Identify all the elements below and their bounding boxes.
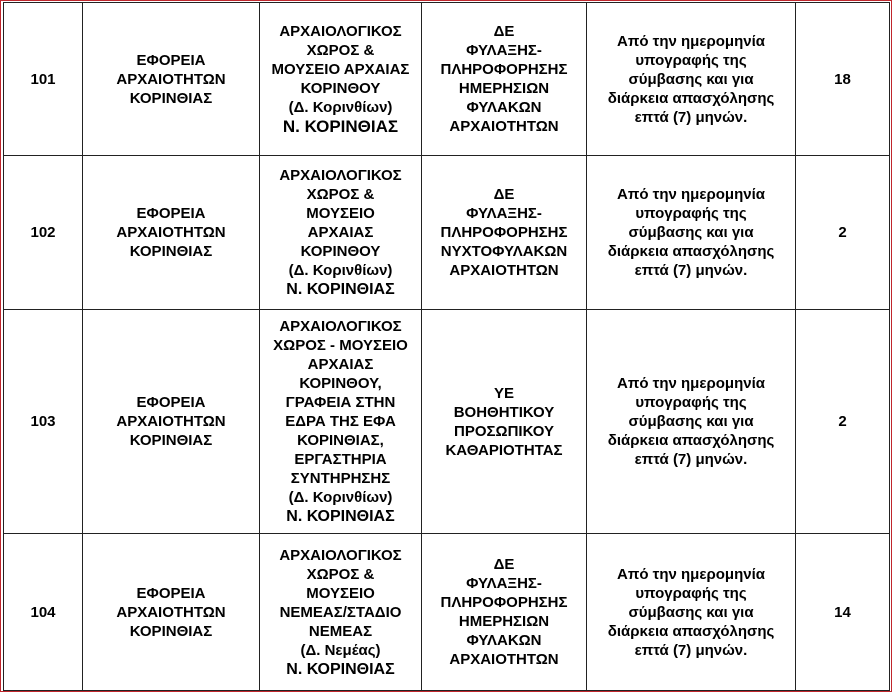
table-row: [4, 310, 890, 534]
site-cell: [260, 3, 422, 156]
duration-line: σύμβασης και για: [628, 603, 754, 621]
positions-table-body: [4, 3, 890, 691]
eforeia-line: ΚΟΡΙΝΘΙΑΣ: [129, 622, 213, 640]
specialty-line: ΚΑΘΑΡΙΟΤΗΤΑΣ: [445, 441, 563, 459]
specialty-line: ΔΕ: [493, 186, 515, 203]
site-line: ΑΡΧΑΙΟΛΟΓΙΚΟΣ: [279, 167, 402, 184]
specialty-line: ΗΜΕΡΗΣΙΩΝ: [458, 80, 550, 97]
specialty-line: ΦΥΛΑΚΩΝ: [466, 99, 542, 116]
specialty-line: ΠΛΗΡΟΦΟΡΗΣΗΣ: [440, 61, 568, 78]
specialty-cell: [422, 156, 587, 310]
specialty-line: ΒΟΗΘΗΤΙΚΟΥ: [453, 403, 555, 421]
site-line: (Δ. Νεμέας): [300, 641, 381, 659]
duration-cell: [587, 156, 796, 310]
prefecture-label: Ν. ΚΟΡΙΝΘΙΑΣ: [282, 117, 399, 136]
site-line: ΑΡΧΑΙΟΛΟΓΙΚΟΣ: [279, 23, 402, 40]
positions-count: 18: [834, 70, 851, 88]
site-line: ΧΩΡΟΣ &: [306, 42, 375, 59]
eforeia-line: ΕΦΟΡΕΙΑ: [136, 584, 206, 602]
specialty-line: ΦΥΛΑΞΗΣ-: [466, 575, 542, 592]
specialty-line: ΑΡΧΑΙΟΤΗΤΩΝ: [449, 651, 559, 668]
site-line: (Δ. Κορινθίων): [288, 99, 393, 116]
service-code: 103: [30, 413, 56, 430]
site-line: (Δ. Κορινθίων): [288, 262, 393, 279]
specialty-line: ΗΜΕΡΗΣΙΩΝ: [458, 613, 550, 630]
duration-line: Από την ημερομηνία: [617, 375, 765, 392]
table-row: [4, 534, 890, 691]
site-line: ΧΩΡΟΣ &: [306, 186, 375, 203]
duration-line: σύμβασης και για: [628, 413, 754, 430]
eforeia-line: ΕΦΟΡΕΙΑ: [136, 394, 206, 411]
eforeia-line: ΑΡΧΑΙΟΤΗΤΩΝ: [116, 224, 226, 241]
duration-line: επτά (7) μηνών.: [634, 641, 748, 659]
site-line: ΝΕΜΕΑΣ: [308, 622, 373, 640]
service-code-cell: [4, 534, 83, 691]
specialty-line: ΑΡΧΑΙΟΤΗΤΩΝ: [449, 118, 559, 135]
eforeia-line: ΑΡΧΑΙΟΤΗΤΩΝ: [116, 603, 226, 621]
prefecture-label: Ν. ΚΟΡΙΝΘΙΑΣ: [286, 508, 395, 525]
site-line: ΧΩΡΟΣ &: [306, 565, 375, 583]
eforeia-cell: [83, 156, 260, 310]
duration-line: επτά (7) μηνών.: [634, 262, 748, 279]
eforeia-line: ΚΟΡΙΝΘΙΑΣ: [129, 243, 213, 260]
prefecture-label: Ν. ΚΟΡΙΝΘΙΑΣ: [286, 281, 395, 298]
eforeia-cell: [83, 310, 260, 534]
site-line: ΑΡΧΑΙΟΛΟΓΙΚΟΣ: [279, 318, 402, 335]
eforeia-line: ΚΟΡΙΝΘΙΑΣ: [129, 89, 213, 107]
specialty-line: ΠΛΗΡΟΦΟΡΗΣΗΣ: [440, 594, 568, 611]
positions-count-cell: [796, 3, 890, 156]
site-line: ΕΡΓΑΣΤΗΡΙΑ: [294, 451, 387, 468]
duration-line: σύμβασης και για: [628, 224, 754, 241]
specialty-line: ΠΛΗΡΟΦΟΡΗΣΗΣ: [440, 224, 568, 241]
site-cell: [260, 310, 422, 534]
specialty-cell: [422, 3, 587, 156]
site-cell: [260, 534, 422, 691]
site-line: ΑΡΧΑΙΑΣ: [307, 356, 374, 373]
duration-line: υπογραφής της: [635, 205, 747, 222]
site-cell: [260, 156, 422, 310]
duration-line: διάρκεια απασχόλησης: [607, 432, 775, 449]
specialty-line: ΦΥΛΑΞΗΣ-: [466, 42, 542, 59]
service-code-cell: [4, 3, 83, 156]
specialty-line: ΦΥΛΑΚΩΝ: [466, 632, 542, 649]
duration-line: υπογραφής της: [635, 51, 747, 69]
duration-cell: [587, 3, 796, 156]
duration-line: Από την ημερομηνία: [617, 565, 765, 583]
duration-line: σύμβασης και για: [628, 70, 754, 88]
positions-table: [3, 2, 890, 691]
duration-cell: [587, 310, 796, 534]
duration-line: επτά (7) μηνών.: [634, 108, 748, 126]
eforeia-line: ΚΟΡΙΝΘΙΑΣ: [129, 432, 213, 449]
service-code: 104: [30, 603, 56, 621]
duration-line: υπογραφής της: [635, 584, 747, 602]
duration-line: διάρκεια απασχόλησης: [607, 89, 775, 107]
site-line: ΝΕΜΕΑΣ/ΣΤΑΔΙΟ: [279, 603, 402, 621]
site-line: ΚΟΡΙΝΘΟΥ: [300, 80, 381, 97]
service-code-cell: [4, 310, 83, 534]
site-line: ΣΥΝΤΗΡΗΣΗΣ: [290, 470, 391, 487]
specialty-cell: [422, 310, 587, 534]
specialty-line: ΥΕ: [493, 384, 514, 402]
specialty-line: ΑΡΧΑΙΟΤΗΤΩΝ: [449, 262, 559, 279]
site-line: ΚΟΡΙΝΘΟΥ,: [299, 375, 382, 392]
service-code-cell: [4, 156, 83, 310]
duration-cell: [587, 534, 796, 691]
prefecture-label: Ν. ΚΟΡΙΝΘΙΑΣ: [286, 660, 395, 678]
specialty-line: ΦΥΛΑΞΗΣ-: [466, 205, 542, 222]
eforeia-cell: [83, 534, 260, 691]
duration-line: διάρκεια απασχόλησης: [607, 243, 775, 260]
site-line: ΑΡΧΑΙΟΛΟΓΙΚΟΣ: [279, 546, 402, 564]
site-line: ΚΟΡΙΝΘΟΥ: [300, 243, 381, 260]
duration-line: διάρκεια απασχόλησης: [607, 622, 775, 640]
positions-count: 14: [834, 603, 851, 621]
specialty-line: ΔΕ: [493, 556, 515, 573]
duration-line: επτά (7) μηνών.: [634, 451, 748, 468]
positions-count-cell: [796, 534, 890, 691]
duration-line: Από την ημερομηνία: [617, 32, 765, 50]
specialty-line: ΝΥΧΤΟΦΥΛΑΚΩΝ: [440, 243, 568, 260]
eforeia-cell: [83, 3, 260, 156]
site-line: ΚΟΡΙΝΘΙΑΣ,: [297, 432, 384, 449]
site-line: ΧΩΡΟΣ - ΜΟΥΣΕΙΟ: [273, 337, 408, 354]
eforeia-line: ΕΦΟΡΕΙΑ: [136, 205, 206, 222]
site-line: (Δ. Κορινθίων): [288, 489, 393, 506]
site-line: ΜΟΥΣΕΙΟ: [306, 584, 375, 602]
table-row: [4, 3, 890, 156]
site-line: ΜΟΥΣΕΙΟ ΑΡΧΑΙΑΣ: [271, 61, 410, 78]
positions-count: 2: [838, 413, 847, 430]
table-row: [4, 156, 890, 310]
site-line: ΓΡΑΦΕΙΑ ΣΤΗΝ: [285, 394, 396, 411]
eforeia-line: ΑΡΧΑΙΟΤΗΤΩΝ: [116, 413, 226, 430]
positions-count: 2: [838, 224, 847, 241]
specialty-line: ΔΕ: [493, 23, 515, 40]
site-line: ΜΟΥΣΕΙΟ: [306, 205, 375, 222]
positions-count-cell: [796, 156, 890, 310]
site-line: ΑΡΧΑΙΑΣ: [307, 224, 374, 241]
service-code: 101: [30, 70, 56, 88]
eforeia-line: ΕΦΟΡΕΙΑ: [136, 51, 206, 69]
eforeia-line: ΑΡΧΑΙΟΤΗΤΩΝ: [116, 70, 226, 88]
positions-count-cell: [796, 310, 890, 534]
duration-line: Από την ημερομηνία: [617, 186, 765, 203]
site-line: ΕΔΡΑ ΤΗΣ ΕΦΑ: [285, 413, 396, 430]
specialty-line: ΠΡΟΣΩΠΙΚΟΥ: [454, 422, 554, 440]
service-code: 102: [30, 224, 56, 241]
duration-line: υπογραφής της: [635, 394, 747, 411]
specialty-cell: [422, 534, 587, 691]
